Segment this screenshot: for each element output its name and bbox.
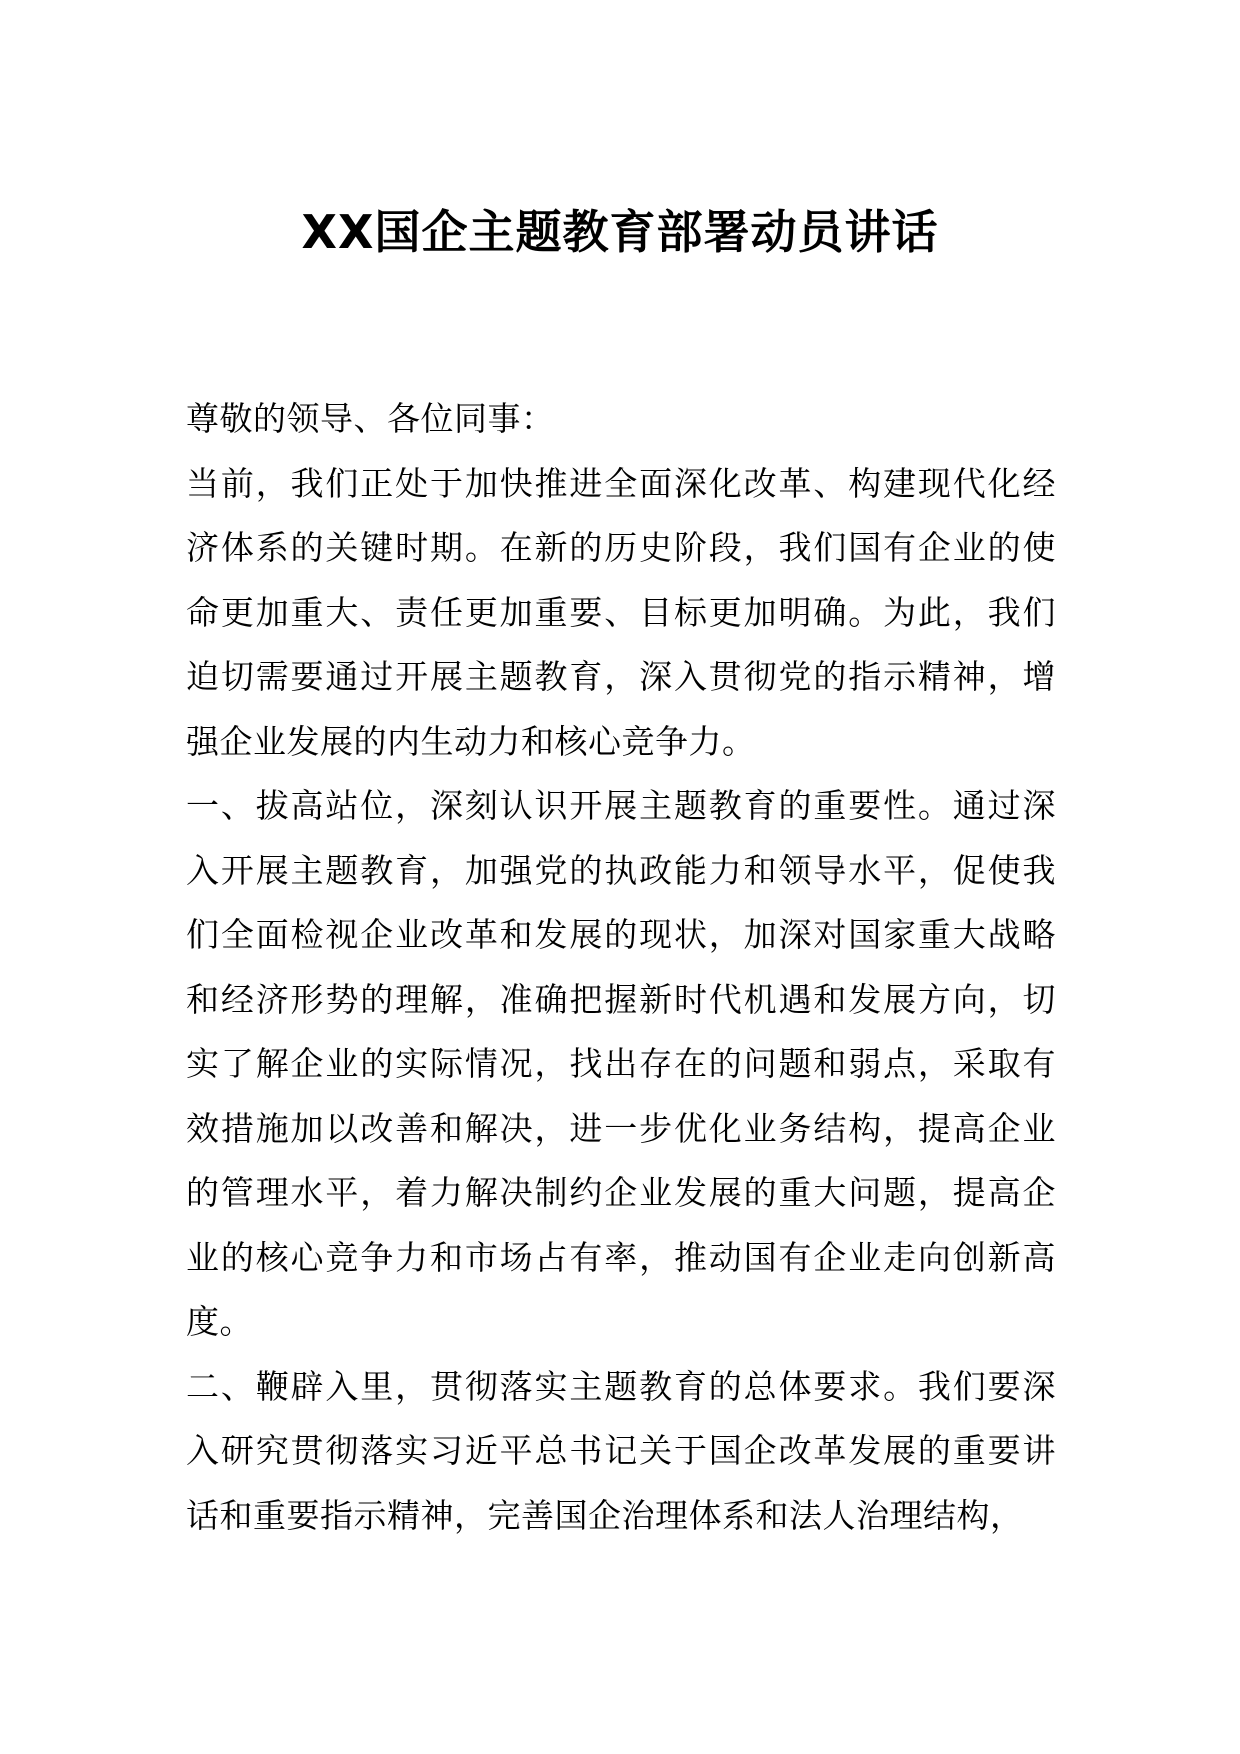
paragraph-section-two: 二、鞭辟入里，贯彻落实主题教育的总体要求。我们要深入研究贯彻落实习近平总书记关于国企改革发展的重要讲话和重要指示精神，完善国企治理体系和法人治理结构， [186,1366,1056,1535]
document-title: XX国企主题教育部署动员讲话 [301,205,939,259]
salutation: 尊敬的领导、各位同事： [186,399,555,438]
paragraph-section-one: 一、拔高站位，深刻认识开展主题教育的重要性。通过深入开展主题教育，加强党的执政能力和领导水平，促使我们全面检视企业改革和发展的现状，加深对国家重大战略和经济形势的理解，准确把握新时代机遇和发展方向，切实了解企业的实际情况，找出存在的问题和弱点，采取有效措施加以改善和解决，进一步优化业务结构，提高企业的管理水平，着力解决制约企业发展的重大问题，提高企业的核心竞争力和市场占有率，推动国有企业走向创新高度。 [186,786,1056,1341]
document-body [186,387,1056,1548]
paragraph-intro: 当前，我们正处于加快推进全面深化改革、构建现代化经济体系的关键时期。在新的历史阶段，我们国有企业的使命更加重大、责任更加重要、目标更加明确。为此，我们迫切需要通过开展主题教育，深入贯彻党的指示精神，增强企业发展的内生动力和核心竞争力。 [186,463,1056,761]
